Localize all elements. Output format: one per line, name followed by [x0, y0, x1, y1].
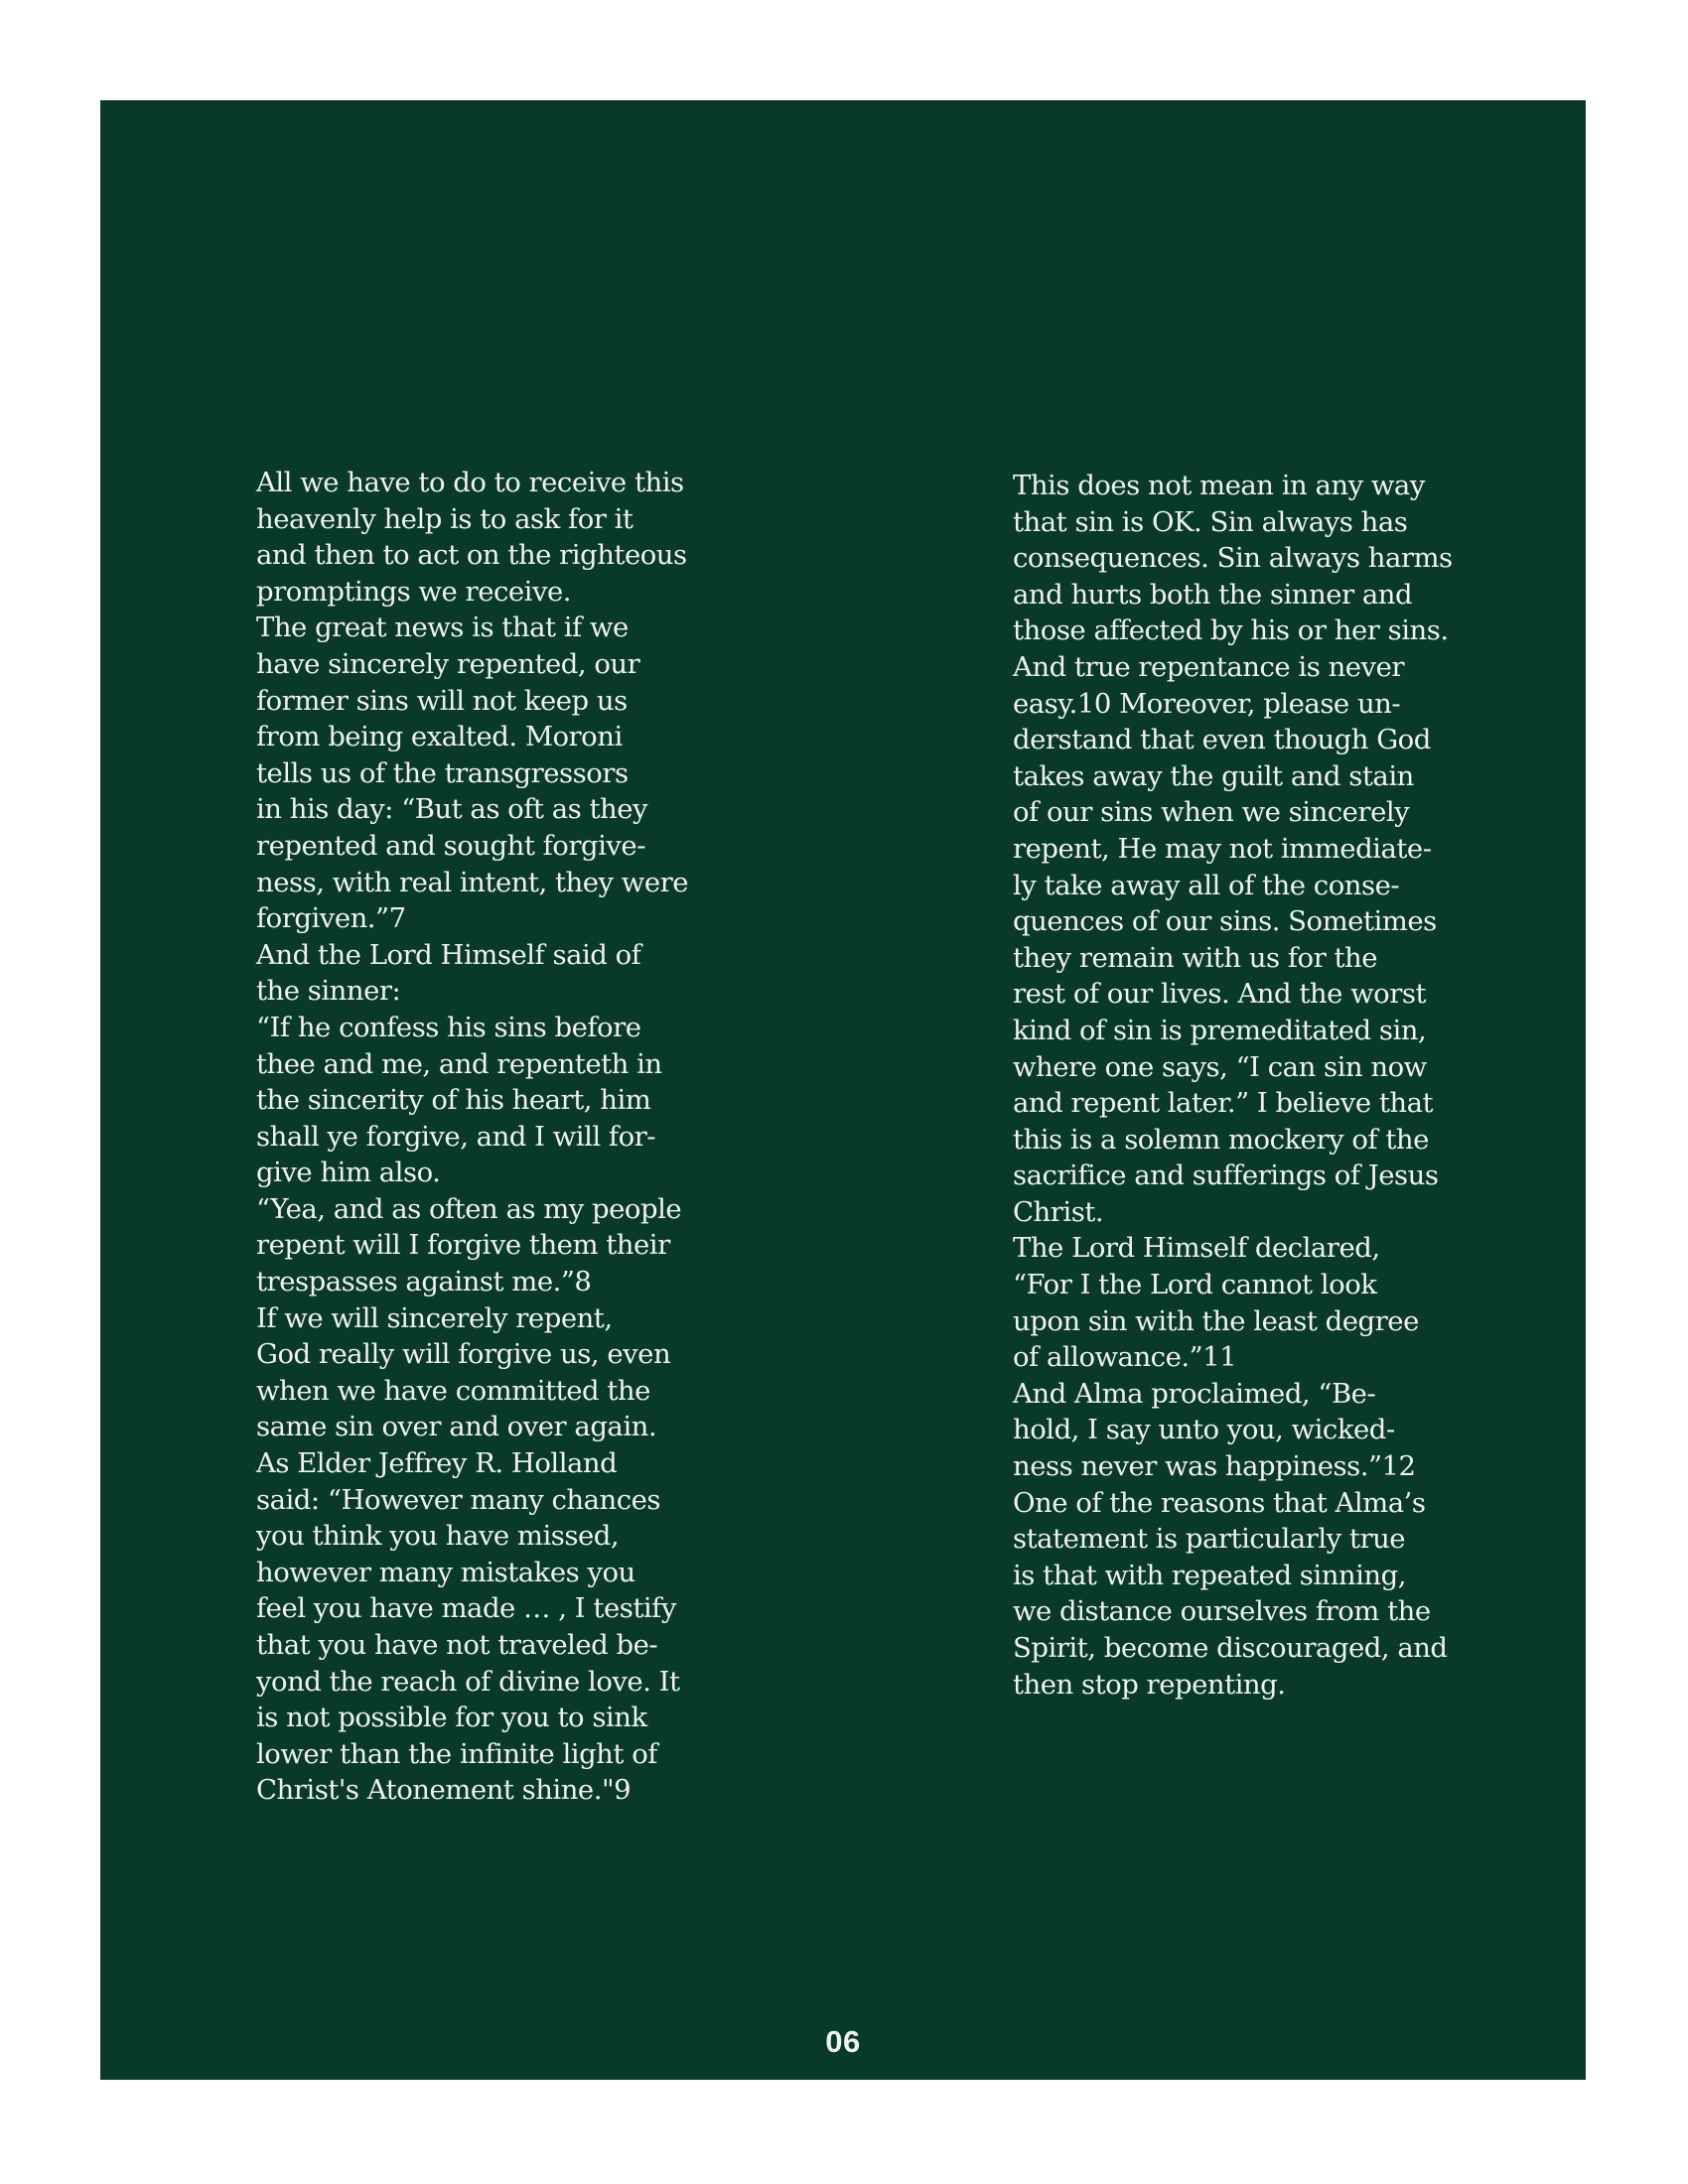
text-line: “For I the Lord cannot look: [1013, 1269, 1377, 1301]
page-number: 06: [825, 2024, 861, 2059]
text-line: All we have to do to receive this: [256, 467, 684, 498]
text-line: from being exalted. Moroni: [256, 721, 623, 753]
text-line: And Alma proclaimed, “Be-: [1013, 1377, 1376, 1410]
text-line: Spirit, become discouraged, and: [1013, 1632, 1448, 1664]
text-line: And the Lord Himself said of: [256, 938, 641, 971]
text-line: ly take away all of the conse-: [1013, 869, 1400, 901]
text-line: If we will sincerely repent,: [256, 1301, 613, 1334]
text-line: you think you have missed,: [256, 1520, 620, 1553]
text-line: And true repentance is never: [1013, 650, 1405, 683]
page-panel: [100, 100, 1586, 2080]
text-line: “Yea, and as often as my people: [256, 1192, 682, 1225]
text-line: is not possible for you to sink: [256, 1702, 647, 1734]
text-line: rest of our lives. And the worst: [1013, 978, 1427, 1011]
text-line: statement is particularly true: [1013, 1523, 1406, 1556]
text-line: repent will I forgive them their: [256, 1229, 670, 1262]
text-line: thee and me, and repenteth in: [256, 1047, 662, 1080]
text-line: shall ye forgive, and I will for-: [256, 1120, 656, 1153]
text-line: This does not mean in any way: [1013, 470, 1425, 501]
left-text-column: [256, 465, 733, 1809]
text-line: feel you have made … , I testify: [256, 1592, 676, 1625]
text-line: yond the reach of divine love. It: [256, 1665, 680, 1698]
text-line: we distance ourselves from the: [1013, 1595, 1431, 1628]
text-line: that sin is OK. Sin always has: [1013, 505, 1408, 538]
text-line: that you have not traveled be-: [256, 1629, 658, 1661]
text-line: ness, with real intent, they were: [256, 866, 689, 898]
text-line: tells us of the transgressors: [256, 756, 629, 789]
text-line: easy.10 Moreover, please un-: [1013, 687, 1401, 720]
text-line: forgiven.”7: [256, 902, 406, 935]
text-line: when we have committed the: [256, 1374, 650, 1407]
text-line: upon sin with the least degree: [1013, 1304, 1419, 1337]
text-line: ness never was happiness.”12: [1013, 1450, 1416, 1483]
text-line: this is a solemn mockery of the: [1013, 1123, 1429, 1156]
text-line: and then to act on the righteous: [256, 539, 687, 572]
text-line: sacrifice and sufferings of Jesus: [1013, 1160, 1439, 1192]
text-line: same sin over and over again.: [256, 1411, 657, 1443]
text-line: As Elder Jeffrey R. Holland: [256, 1447, 618, 1480]
text-line: repented and sought forgive-: [256, 829, 646, 862]
text-line: and hurts both the sinner and: [1013, 578, 1413, 611]
text-line: of allowance.”11: [1013, 1341, 1237, 1374]
text-line: former sins will not keep us: [256, 684, 628, 717]
text-line: God really will forgive us, even: [256, 1338, 671, 1371]
text-line: quences of our sins. Sometimes: [1013, 905, 1437, 938]
text-line: then stop repenting.: [1013, 1668, 1286, 1701]
right-text-column: [1013, 468, 1489, 1703]
text-line: where one says, “I can sin now: [1013, 1050, 1427, 1083]
text-line: of our sins when we sincerely: [1013, 796, 1410, 829]
text-line: hold, I say unto you, wicked-: [1013, 1414, 1395, 1446]
text-line: consequences. Sin always harms: [1013, 542, 1453, 575]
text-line: however many mistakes you: [256, 1556, 635, 1588]
text-line: in his day: “But as oft as they: [256, 793, 648, 826]
text-line: is that with repeated sinning,: [1013, 1559, 1406, 1591]
text-line: said: “However many chances: [256, 1483, 660, 1516]
text-line: promptings we receive.: [256, 575, 571, 608]
text-line: Christ.: [1013, 1195, 1104, 1228]
text-line: The great news is that if we: [256, 612, 629, 644]
text-line: lower than the infinite light of: [256, 1737, 657, 1770]
text-line: repent, He may not immediate-: [1013, 832, 1432, 865]
text-line: derstand that even though God: [1013, 724, 1431, 756]
text-line: have sincerely repented, our: [256, 647, 640, 680]
text-line: and repent later.” I believe that: [1013, 1087, 1434, 1120]
text-line: “If he confess his sins before: [256, 1011, 641, 1043]
text-line: the sincerity of his heart, him: [256, 1084, 651, 1117]
text-line: Christ's Atonement shine."9: [256, 1774, 632, 1807]
text-line: The Lord Himself declared,: [1013, 1232, 1380, 1265]
text-line: kind of sin is premeditated sin,: [1013, 1014, 1427, 1046]
text-line: give him also.: [256, 1157, 441, 1189]
text-line: the sinner:: [256, 975, 401, 1008]
text-line: One of the reasons that Alma’s: [1013, 1486, 1426, 1519]
text-line: trespasses against me.”8: [256, 1266, 592, 1298]
text-line: those affected by his or her sins.: [1013, 614, 1449, 647]
text-line: takes away the guilt and stain: [1013, 759, 1414, 792]
text-line: heavenly help is to ask for it: [256, 502, 633, 535]
text-line: they remain with us for the: [1013, 941, 1378, 974]
